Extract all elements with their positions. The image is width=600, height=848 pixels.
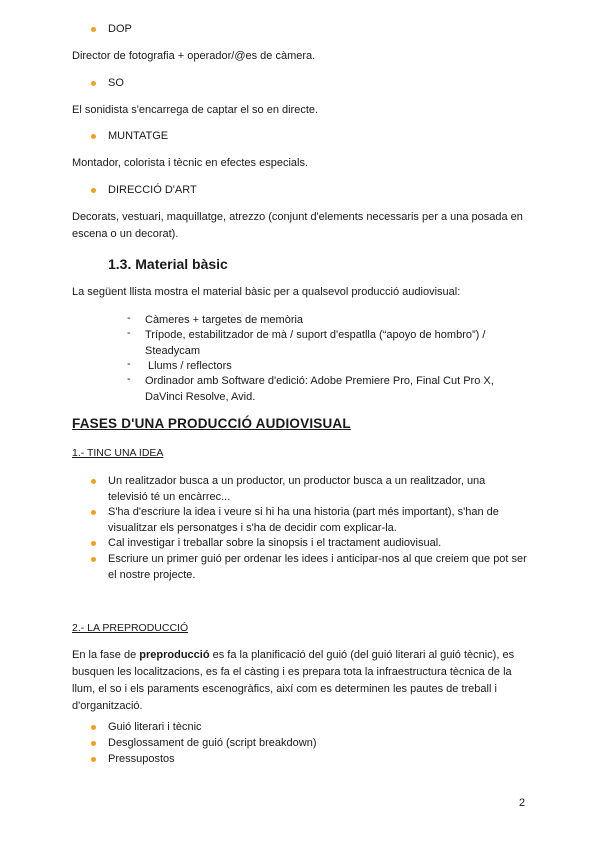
preproduction-item: Desglossament de guió (script breakdown) xyxy=(108,737,317,749)
material-item: Trípode, estabilitzador de mà / suport d'espatlla (“apoyo de hombro”) / Steadycam xyxy=(145,329,486,357)
page-number: 2 xyxy=(519,797,526,809)
idea-item: Escriure un primer guió per ordenar les idees i anticipar-nos al que creiem que pot ser el nostre projecte. xyxy=(108,553,527,581)
material-item: Ordinador amb Software d'edició: Adobe Premiere Pro, Final Cut Pro X, DaVinci Resolve, Avid. xyxy=(145,375,494,403)
material-heading: 1.3. Material bàsic xyxy=(108,256,228,272)
bullet-icon xyxy=(91,188,96,193)
preproduction-heading: 2.- LA PREPRODUCCIÓ xyxy=(72,622,189,634)
role-description: El sonidista s'encarrega de captar el so en directe. xyxy=(72,104,319,116)
bullet-icon xyxy=(91,510,96,515)
preproduction-paragraph xyxy=(72,647,532,715)
dash-bullet: - xyxy=(127,358,131,370)
bullet-icon xyxy=(91,541,96,546)
dash-bullet: - xyxy=(127,312,131,324)
bullet-icon xyxy=(91,741,96,746)
material-intro: La següent llista mostra el material bàsic per a qualsevol producció audiovisual: xyxy=(72,286,461,298)
preproduction-text-start: En la fase de xyxy=(72,649,140,661)
phases-heading: FASES D'UNA PRODUCCIÓ AUDIOVISUAL xyxy=(72,416,351,431)
preproduction-text-rest: es fa la planificació del guió (del guió literari al guió tècnic), es busquen les localitzacions, es fa el càsting i es prepara tota la infraestructura tècnica de la llum, el so i els paraments escenogràfics, així com es determinen les pautes de treball i d'organització. xyxy=(72,649,515,712)
material-item: Càmeres + targetes de memòria xyxy=(145,314,304,326)
role-title: MUNTATGE xyxy=(108,130,169,142)
bullet-icon xyxy=(91,557,96,562)
role-description: Decorats, vestuari, maquillatge, atrezzo (conjunt d'elements necessaris per a una posada en escena o un decorat). xyxy=(72,211,523,240)
preproduction-item: Guió literari i tècnic xyxy=(108,721,202,733)
role-description: Montador, colorista i tècnic en efectes especials. xyxy=(72,157,309,169)
idea-heading: 1.- TINC UNA IDEA xyxy=(72,447,164,459)
preproduction-item: Pressupostos xyxy=(108,753,175,765)
dash-bullet: - xyxy=(127,373,131,385)
bullet-icon xyxy=(91,725,96,730)
bullet-icon xyxy=(91,479,96,484)
dash-bullet: - xyxy=(127,327,131,339)
idea-item: Un realitzador busca a un productor, un productor busca a un realitzador, una televisió té un encàrrec... xyxy=(108,475,486,503)
role-title: SO xyxy=(108,77,124,89)
bullet-icon xyxy=(91,757,96,762)
role-title: DOP xyxy=(108,23,132,35)
material-item: Llums / reflectors xyxy=(148,360,232,372)
role-title: DIRECCIÓ D'ART xyxy=(108,184,197,196)
bullet-icon xyxy=(91,134,96,139)
idea-item: Cal investigar i treballar sobre la sinopsis i el tractament audiovisual. xyxy=(108,537,442,549)
bullet-icon xyxy=(91,81,96,86)
idea-item: S'ha d'escriure la idea i veure si hi ha una historia (part més important), s'han de visualitzar els personatges i s'ha de decidir com explicar-la. xyxy=(108,506,499,534)
bullet-icon xyxy=(91,27,96,32)
role-description: Director de fotografia + operador/@es de càmera. xyxy=(72,50,316,62)
preproduction-bold-term: preproducció xyxy=(139,649,210,661)
